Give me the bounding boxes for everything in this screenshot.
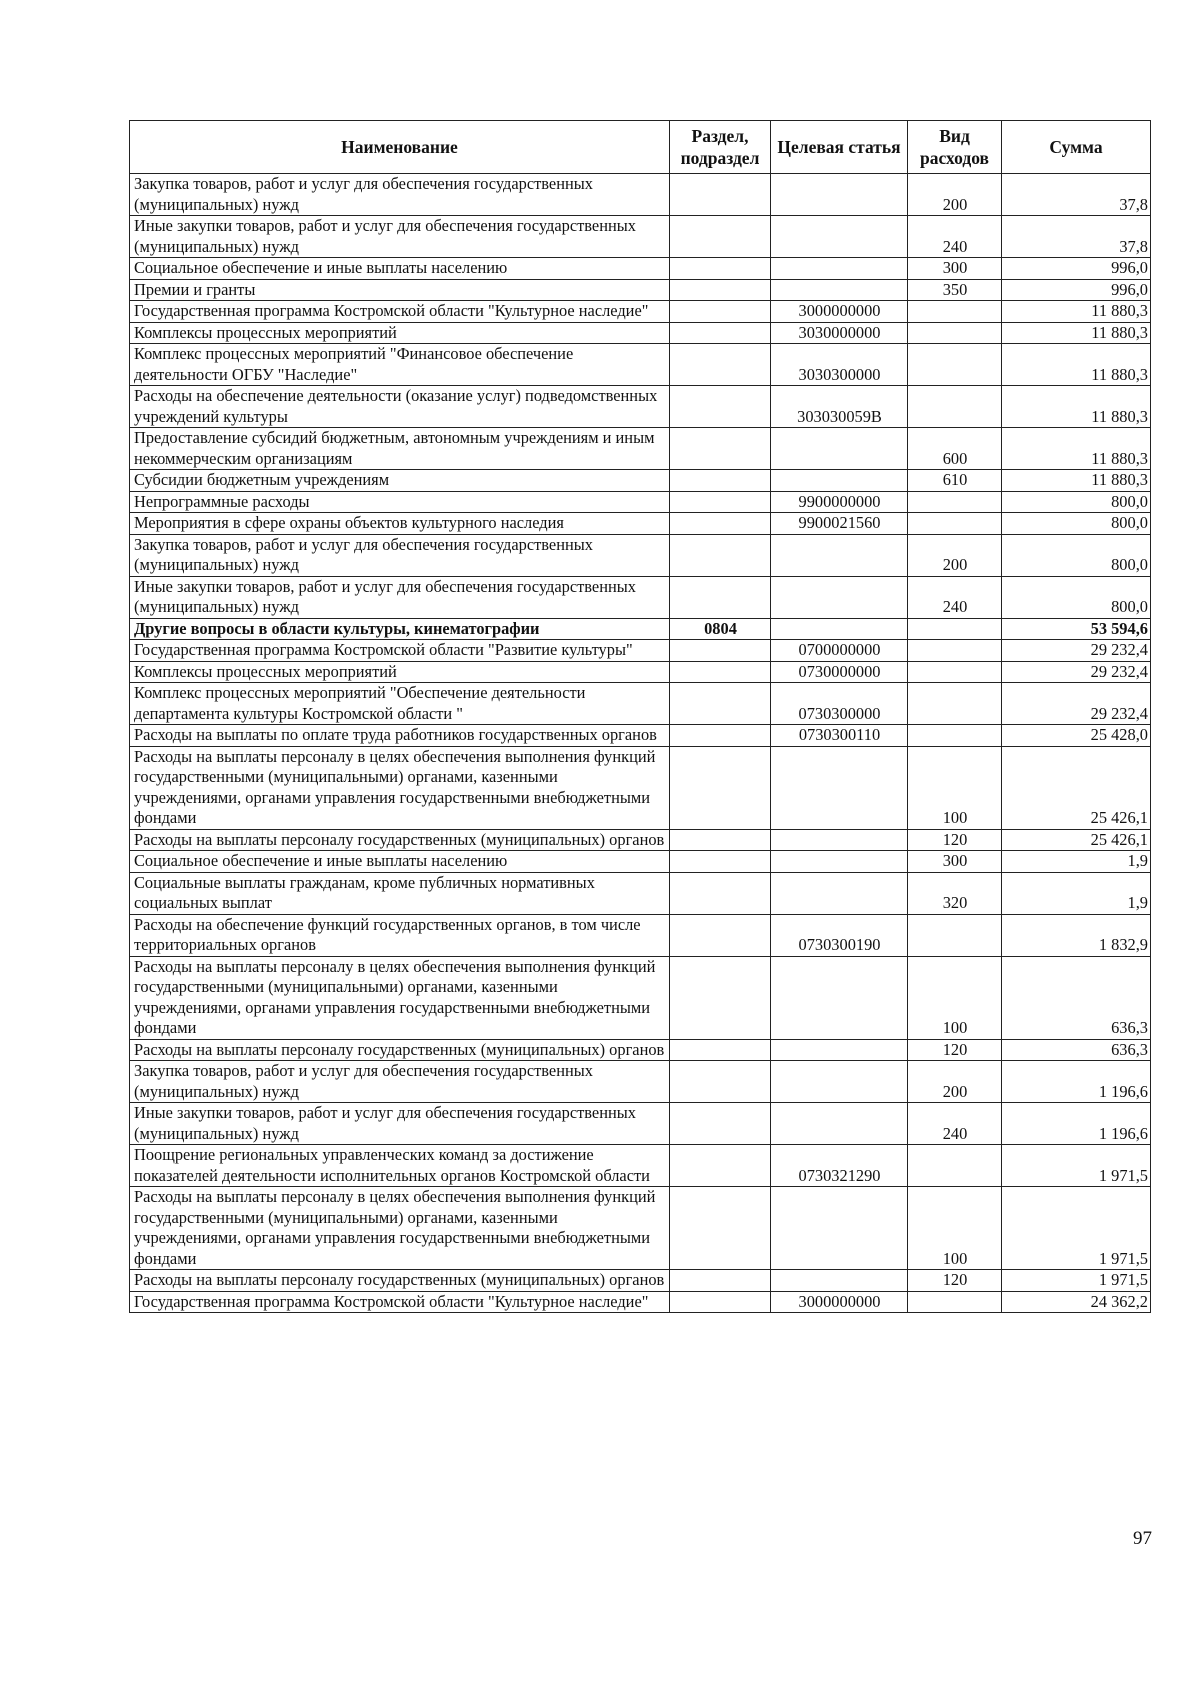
cell-target: 3030000000 xyxy=(771,322,908,344)
cell-sum: 996,0 xyxy=(1002,258,1151,280)
cell-sum: 800,0 xyxy=(1002,491,1151,513)
cell-target xyxy=(771,1103,908,1145)
cell-section xyxy=(670,851,771,873)
cell-name: Расходы на обеспечение деятельности (оказание услуг) подведомственных учреждений культуры xyxy=(130,386,670,428)
cell-name: Непрограммные расходы xyxy=(130,491,670,513)
cell-section xyxy=(670,1103,771,1145)
cell-kind xyxy=(908,683,1002,725)
cell-target xyxy=(771,470,908,492)
cell-section xyxy=(670,661,771,683)
cell-name: Расходы на выплаты персоналу государственных (муниципальных) органов xyxy=(130,1270,670,1292)
table-row xyxy=(130,301,1151,323)
cell-section xyxy=(670,683,771,725)
cell-target xyxy=(771,1061,908,1103)
cell-kind xyxy=(908,661,1002,683)
table-row xyxy=(130,618,1151,640)
cell-sum: 11 880,3 xyxy=(1002,386,1151,428)
cell-target xyxy=(771,216,908,258)
cell-name: Премии и гранты xyxy=(130,279,670,301)
cell-sum: 636,3 xyxy=(1002,1039,1151,1061)
cell-section xyxy=(670,386,771,428)
cell-kind xyxy=(908,301,1002,323)
table-row xyxy=(130,956,1151,1039)
cell-sum: 11 880,3 xyxy=(1002,470,1151,492)
cell-section xyxy=(670,1270,771,1292)
cell-section xyxy=(670,301,771,323)
cell-section xyxy=(670,1187,771,1270)
cell-section xyxy=(670,576,771,618)
header-sum: Сумма xyxy=(1002,121,1151,174)
cell-section xyxy=(670,344,771,386)
cell-kind xyxy=(908,1145,1002,1187)
cell-target xyxy=(771,1187,908,1270)
cell-section xyxy=(670,491,771,513)
cell-sum: 11 880,3 xyxy=(1002,301,1151,323)
cell-target: 3000000000 xyxy=(771,301,908,323)
cell-kind xyxy=(908,1291,1002,1313)
cell-section xyxy=(670,746,771,829)
table-row xyxy=(130,279,1151,301)
cell-sum: 800,0 xyxy=(1002,513,1151,535)
cell-sum: 636,3 xyxy=(1002,956,1151,1039)
cell-section xyxy=(670,1061,771,1103)
cell-kind: 240 xyxy=(908,576,1002,618)
cell-sum: 25 426,1 xyxy=(1002,746,1151,829)
cell-name: Социальные выплаты гражданам, кроме публичных нормативных социальных выплат xyxy=(130,872,670,914)
cell-section xyxy=(670,534,771,576)
cell-sum: 29 232,4 xyxy=(1002,683,1151,725)
cell-name: Расходы на выплаты персоналу в целях обеспечения выполнения функций государственными (муниципальными) органами, казенными учреждениями, органами управления государственными внебюджетными фондами xyxy=(130,956,670,1039)
table-row xyxy=(130,746,1151,829)
cell-sum: 24 362,2 xyxy=(1002,1291,1151,1313)
header-row xyxy=(130,121,1151,174)
cell-sum: 25 428,0 xyxy=(1002,725,1151,747)
table-row xyxy=(130,872,1151,914)
cell-name: Комплекс процессных мероприятий "Финансовое обеспечение деятельности ОГБУ "Наследие" xyxy=(130,344,670,386)
cell-kind: 320 xyxy=(908,872,1002,914)
cell-target xyxy=(771,851,908,873)
cell-kind: 120 xyxy=(908,1270,1002,1292)
table-row xyxy=(130,683,1151,725)
cell-target: 0730300000 xyxy=(771,683,908,725)
cell-section xyxy=(670,1291,771,1313)
cell-sum: 1 971,5 xyxy=(1002,1145,1151,1187)
cell-sum: 1 971,5 xyxy=(1002,1187,1151,1270)
cell-target xyxy=(771,1270,908,1292)
cell-section xyxy=(670,725,771,747)
table-row xyxy=(130,513,1151,535)
cell-target xyxy=(771,829,908,851)
table-row xyxy=(130,829,1151,851)
cell-sum: 1 971,5 xyxy=(1002,1270,1151,1292)
cell-kind: 610 xyxy=(908,470,1002,492)
cell-kind xyxy=(908,344,1002,386)
cell-target: 0730300190 xyxy=(771,914,908,956)
header-target: Целевая статья xyxy=(771,121,908,174)
cell-kind xyxy=(908,618,1002,640)
cell-target: 3030300000 xyxy=(771,344,908,386)
cell-kind xyxy=(908,491,1002,513)
cell-kind xyxy=(908,386,1002,428)
cell-kind: 200 xyxy=(908,534,1002,576)
cell-target xyxy=(771,428,908,470)
cell-name: Государственная программа Костромской области "Развитие культуры" xyxy=(130,640,670,662)
cell-sum: 29 232,4 xyxy=(1002,661,1151,683)
cell-target xyxy=(771,956,908,1039)
cell-kind xyxy=(908,322,1002,344)
table-row xyxy=(130,322,1151,344)
cell-name: Комплексы процессных мероприятий xyxy=(130,322,670,344)
cell-sum: 1,9 xyxy=(1002,872,1151,914)
table-row xyxy=(130,258,1151,280)
table-row xyxy=(130,1039,1151,1061)
cell-target: 0730300110 xyxy=(771,725,908,747)
table-row xyxy=(130,428,1151,470)
table-row xyxy=(130,1187,1151,1270)
cell-kind: 120 xyxy=(908,829,1002,851)
table-row xyxy=(130,1291,1151,1313)
table-row xyxy=(130,344,1151,386)
cell-name: Социальное обеспечение и иные выплаты населению xyxy=(130,851,670,873)
cell-sum: 1,9 xyxy=(1002,851,1151,873)
cell-section xyxy=(670,322,771,344)
cell-name: Закупка товаров, работ и услуг для обеспечения государственных (муниципальных) нужд xyxy=(130,174,670,216)
cell-section xyxy=(670,956,771,1039)
table-row xyxy=(130,1061,1151,1103)
cell-target xyxy=(771,872,908,914)
table-row xyxy=(130,1145,1151,1187)
cell-sum: 996,0 xyxy=(1002,279,1151,301)
table-row xyxy=(130,576,1151,618)
page-number: 97 xyxy=(1133,1528,1152,1549)
cell-kind: 100 xyxy=(908,1187,1002,1270)
cell-target xyxy=(771,174,908,216)
cell-name: Мероприятия в сфере охраны объектов культурного наследия xyxy=(130,513,670,535)
table-row xyxy=(130,534,1151,576)
cell-kind: 200 xyxy=(908,1061,1002,1103)
budget-table xyxy=(129,120,1151,1313)
cell-section xyxy=(670,470,771,492)
cell-section xyxy=(670,829,771,851)
table-row xyxy=(130,640,1151,662)
cell-kind xyxy=(908,513,1002,535)
cell-section xyxy=(670,1145,771,1187)
cell-sum: 1 196,6 xyxy=(1002,1061,1151,1103)
cell-name: Иные закупки товаров, работ и услуг для обеспечения государственных (муниципальных) нужд xyxy=(130,216,670,258)
cell-target xyxy=(771,1039,908,1061)
cell-kind xyxy=(908,640,1002,662)
cell-kind: 200 xyxy=(908,174,1002,216)
cell-name: Расходы на выплаты персоналу в целях обеспечения выполнения функций государственными (муниципальными) органами, казенными учреждениями, органами управления государственными внебюджетными фондами xyxy=(130,1187,670,1270)
cell-target xyxy=(771,576,908,618)
cell-name: Социальное обеспечение и иные выплаты населению xyxy=(130,258,670,280)
table-header xyxy=(130,121,1151,174)
cell-kind: 100 xyxy=(908,746,1002,829)
cell-kind: 350 xyxy=(908,279,1002,301)
cell-kind: 600 xyxy=(908,428,1002,470)
cell-name: Предоставление субсидий бюджетным, автономным учреждениям и иным некоммерческим организациям xyxy=(130,428,670,470)
cell-sum: 1 196,6 xyxy=(1002,1103,1151,1145)
cell-sum: 37,8 xyxy=(1002,174,1151,216)
cell-sum: 53 594,6 xyxy=(1002,618,1151,640)
table-row xyxy=(130,470,1151,492)
cell-name: Комплекс процессных мероприятий "Обеспечение деятельности департамента культуры Костромской области " xyxy=(130,683,670,725)
table-row xyxy=(130,216,1151,258)
cell-name: Расходы на выплаты персоналу государственных (муниципальных) органов xyxy=(130,1039,670,1061)
cell-kind: 240 xyxy=(908,1103,1002,1145)
cell-sum: 1 832,9 xyxy=(1002,914,1151,956)
cell-section xyxy=(670,174,771,216)
cell-sum: 11 880,3 xyxy=(1002,344,1151,386)
table-row xyxy=(130,174,1151,216)
header-section: Раздел, подраздел xyxy=(670,121,771,174)
cell-section xyxy=(670,513,771,535)
cell-sum: 29 232,4 xyxy=(1002,640,1151,662)
cell-target: 0700000000 xyxy=(771,640,908,662)
table-row xyxy=(130,661,1151,683)
cell-target: 303030059В xyxy=(771,386,908,428)
cell-target xyxy=(771,534,908,576)
cell-section xyxy=(670,1039,771,1061)
cell-sum: 800,0 xyxy=(1002,534,1151,576)
cell-name: Расходы на выплаты персоналу государственных (муниципальных) органов xyxy=(130,829,670,851)
cell-target: 0730000000 xyxy=(771,661,908,683)
cell-target: 0730321290 xyxy=(771,1145,908,1187)
cell-kind: 100 xyxy=(908,956,1002,1039)
cell-target xyxy=(771,618,908,640)
cell-name: Иные закупки товаров, работ и услуг для обеспечения государственных (муниципальных) нужд xyxy=(130,1103,670,1145)
table-body xyxy=(130,174,1151,1313)
cell-name: Государственная программа Костромской области "Культурное наследие" xyxy=(130,1291,670,1313)
cell-kind xyxy=(908,725,1002,747)
table-row xyxy=(130,386,1151,428)
cell-section xyxy=(670,258,771,280)
cell-target xyxy=(771,746,908,829)
table-row xyxy=(130,725,1151,747)
cell-name: Государственная программа Костромской области "Культурное наследие" xyxy=(130,301,670,323)
header-kind: Вид расходов xyxy=(908,121,1002,174)
cell-sum: 800,0 xyxy=(1002,576,1151,618)
cell-name: Субсидии бюджетным учреждениям xyxy=(130,470,670,492)
cell-section xyxy=(670,872,771,914)
cell-name: Комплексы процессных мероприятий xyxy=(130,661,670,683)
cell-kind: 300 xyxy=(908,258,1002,280)
cell-section xyxy=(670,216,771,258)
cell-section: 0804 xyxy=(670,618,771,640)
cell-kind: 240 xyxy=(908,216,1002,258)
table-row xyxy=(130,1270,1151,1292)
cell-name: Расходы на обеспечение функций государственных органов, в том числе территориальных органов xyxy=(130,914,670,956)
cell-section xyxy=(670,914,771,956)
cell-kind: 120 xyxy=(908,1039,1002,1061)
table-row xyxy=(130,491,1151,513)
cell-name: Расходы на выплаты по оплате труда работников государственных органов xyxy=(130,725,670,747)
cell-target: 9900000000 xyxy=(771,491,908,513)
cell-name: Расходы на выплаты персоналу в целях обеспечения выполнения функций государственными (муниципальными) органами, казенными учреждениями, органами управления государственными внебюджетными фондами xyxy=(130,746,670,829)
cell-section xyxy=(670,640,771,662)
cell-name: Закупка товаров, работ и услуг для обеспечения государственных (муниципальных) нужд xyxy=(130,1061,670,1103)
cell-name: Другие вопросы в области культуры, кинематографии xyxy=(130,618,670,640)
table-row xyxy=(130,914,1151,956)
cell-kind xyxy=(908,914,1002,956)
cell-target: 3000000000 xyxy=(771,1291,908,1313)
table-row xyxy=(130,851,1151,873)
cell-sum: 25 426,1 xyxy=(1002,829,1151,851)
cell-sum: 11 880,3 xyxy=(1002,428,1151,470)
cell-kind: 300 xyxy=(908,851,1002,873)
cell-section xyxy=(670,428,771,470)
cell-target: 9900021560 xyxy=(771,513,908,535)
cell-sum: 37,8 xyxy=(1002,216,1151,258)
cell-section xyxy=(670,279,771,301)
header-name: Наименование xyxy=(130,121,670,174)
cell-sum: 11 880,3 xyxy=(1002,322,1151,344)
cell-name: Иные закупки товаров, работ и услуг для обеспечения государственных (муниципальных) нужд xyxy=(130,576,670,618)
table-row xyxy=(130,1103,1151,1145)
cell-name: Поощрение региональных управленческих команд за достижение показателей деятельности исполнительных органов Костромской области xyxy=(130,1145,670,1187)
cell-target xyxy=(771,279,908,301)
cell-name: Закупка товаров, работ и услуг для обеспечения государственных (муниципальных) нужд xyxy=(130,534,670,576)
cell-target xyxy=(771,258,908,280)
